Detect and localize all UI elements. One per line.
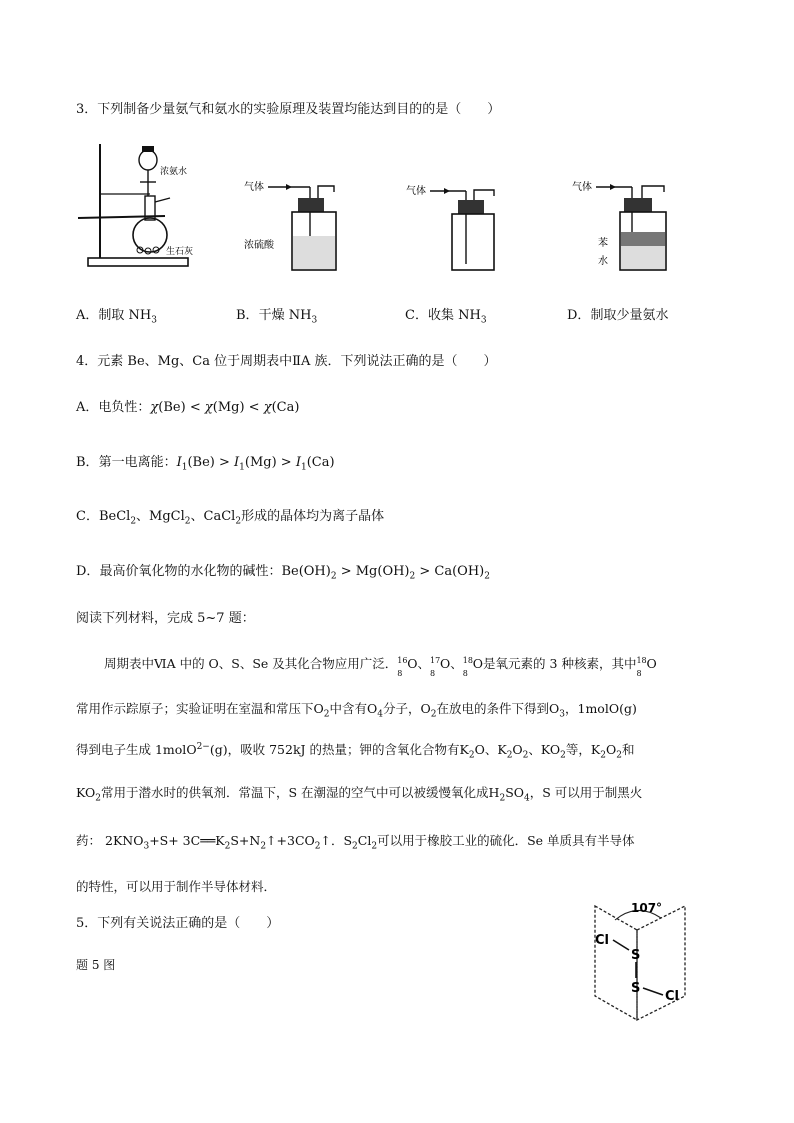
q3-option-c[interactable]: C．收集 $NH_3$: [405, 308, 487, 326]
q4-option-b[interactable]: B．第一电离能：$I_1(Be) > I_1(Mg) > I_1(Ca)$: [76, 455, 335, 473]
q3-stem: 3．下列制备少量氨气和氨水的实验原理及装置均能达到目的的是（ ）: [76, 102, 501, 117]
q3-option-a[interactable]: A．制取 $NH_3$: [76, 308, 157, 326]
label-conc-sulfuric-acid: 浓硫酸: [244, 240, 274, 251]
q4-option-c[interactable]: C．BeCl$_2$、MgCl$_2$、CaCl$_2$形成的晶体均为离子晶体: [76, 509, 385, 527]
label-conc-ammonia: 浓氨水: [160, 167, 188, 177]
reading-line-5: 药： $2KNO_3+S+$ $3C══K_2S+N_2↑+3CO_2↑$．$S_2Cl_2$可以用于橡胶工业的硫化．Se 单质具有半导体: [76, 833, 635, 852]
apparatus-c-diagram: [404, 180, 504, 275]
q4-stem: 4．元素 Be、Mg、Ca 位于周期表中ⅡA 族．下列说法正确的是（ ）: [76, 354, 497, 369]
apparatus-d-diagram: [570, 176, 680, 276]
bond-angle-label: 107°: [631, 901, 663, 915]
q3-option-d[interactable]: D．制取少量氨水: [567, 308, 669, 323]
label-benzene: 苯: [598, 238, 608, 249]
apparatus-b-diagram: [242, 176, 342, 276]
q5-stem: 5．下列有关说法正确的是（ ）: [76, 916, 280, 931]
reading-line-4: $KO_2$常用于潜水时的供氧剂．常温下，S 在潮湿的空气中可以被缓慢氧化成$H_2SO_4$，S 可以用于制黑火: [76, 785, 643, 804]
atom-s-top: S: [631, 948, 641, 963]
reading-line-2: 常用作示踪原子；实验证明在室温和常压下$O_2$中含有$O_4$分子，$O_2$在放电的条件下得到$O_3$，1molO(g): [76, 701, 637, 720]
label-gas-b: 气体: [244, 182, 264, 193]
reading-line-1: 周期表中ⅥA 中的 O、S、Se 及其化合物应用广泛． 16 8 O、 17 8 O、 18 8 O是氧元素的 3 种核素，其中 18 8 O: [104, 656, 657, 678]
reading-line-3: 得到电子生成 1molO$^{2-}$(g)，吸收 752kJ 的热量；钾的含氧化合物有$K_2O$、$K_2O_2$、$KO_2$等，$K_2O_2$和: [76, 741, 635, 761]
atom-s-bottom: S: [631, 981, 641, 996]
reading-line-6: 的特性，可以用于制作半导体材料．: [76, 879, 277, 894]
reading-intro: 阅读下列材料，完成 5~7 题：: [76, 611, 255, 626]
label-gas-c: 气体: [406, 186, 426, 197]
q4-option-d[interactable]: D．最高价氧化物的水化物的碱性：$Be(OH)_2 > Mg(OH)_2 > Ca(OH)_2$: [76, 564, 490, 582]
label-gas-d: 气体: [572, 182, 592, 193]
atom-cl-left: Cl: [595, 933, 609, 948]
q5-figure-caption: 题 5 图: [76, 958, 116, 972]
q3-option-b[interactable]: B．干燥 $NH_3$: [236, 308, 318, 326]
label-water: 水: [598, 256, 608, 267]
q4-option-a[interactable]: A．电负性：χ(Be) < χ(Mg) < χ(Ca): [76, 400, 300, 415]
s2cl2-structure-diagram: [585, 896, 715, 1026]
atom-cl-right: Cl: [665, 989, 679, 1004]
label-quicklime: 生石灰: [166, 247, 194, 257]
apparatus-a-diagram: [70, 138, 200, 273]
